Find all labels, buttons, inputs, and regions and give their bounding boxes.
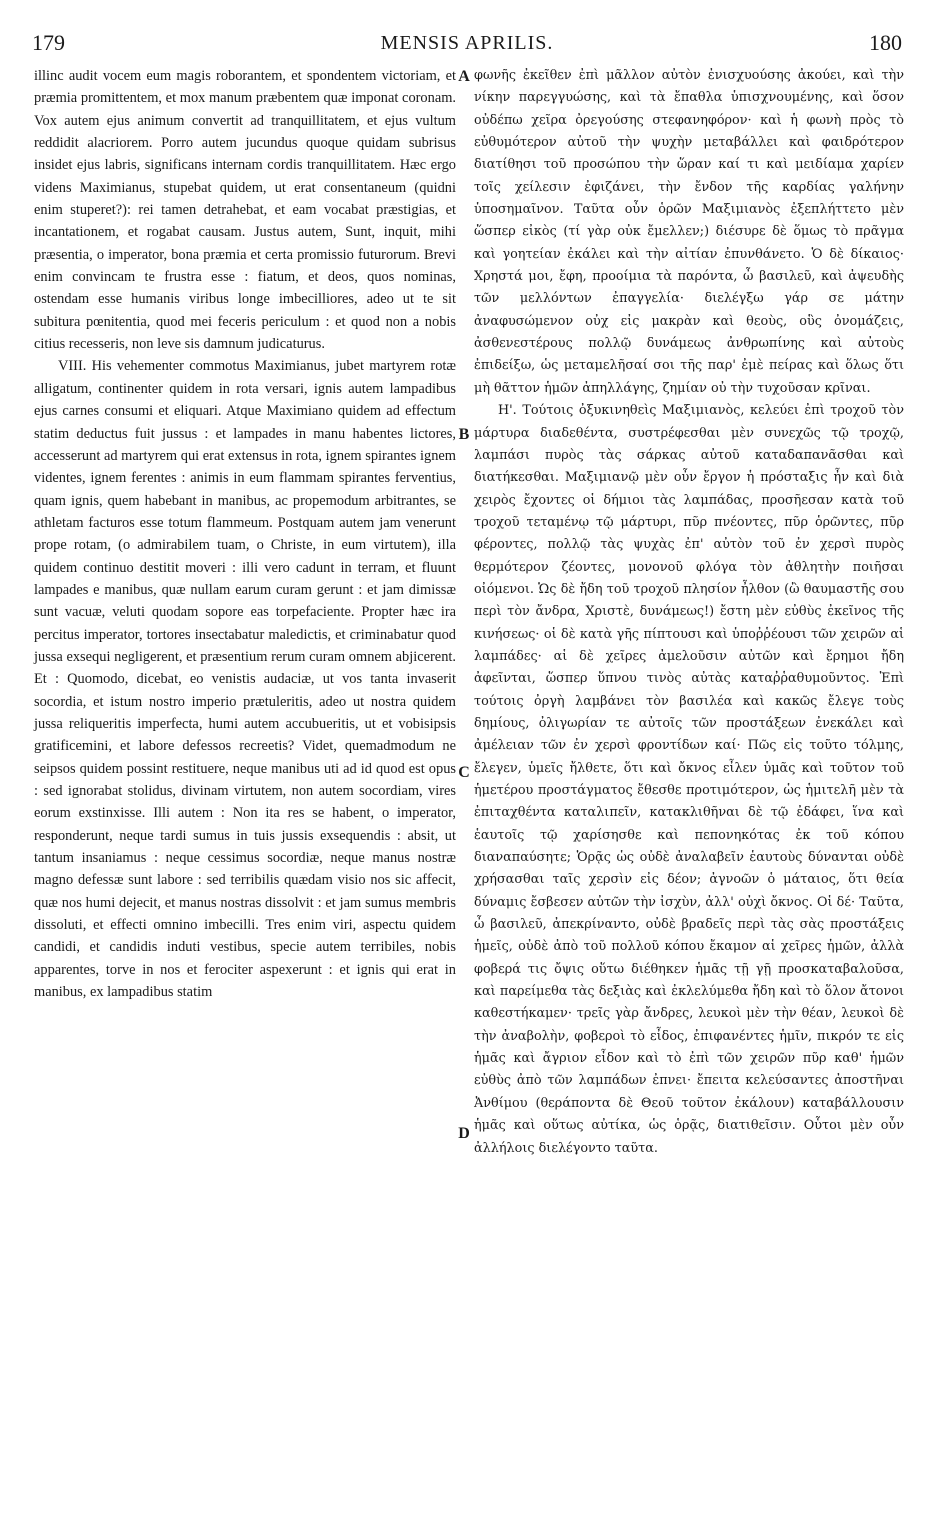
latin-column (34, 65, 456, 1003)
section-marker-c: C (458, 764, 470, 781)
latin-paragraph: VIII. His vehementer commotus Maximianus, jubet martyrem rotæ alligatum, continenter quidem in rota versari, ignis autem lampadibus ejus carnes consumi et eliquari. Atque Maximiano quidem ad effectum statim deductus fuit jussus : et lampades in manu habentes lictores, accesserunt ad martyrem qui erat extensus in rota, ignem spirantes ignem videntes, ignem ferentes : animis in eum flammam spirantes ferventius, quam ignis, quem habebant in manibus, ac propemodum arbitrantes, se athletam facturos esse totum flammeum. Postquam autem jam venerunt prope rotam, (o admirabilem tuam, o Christe, in eum virtutem), illa quidem continuo destitit moveri : illi vero cadunt in terram, et fluunt lampades e manibus, quæ nullam earum curam gerunt : et jam dimissæ sunt vacuæ, veluti quodam sopore eas torpefaciente. Propter hæc ira percitus imperator, tortores insectabatur maledictis, et criminabatur quod jussa exsequi negligerent, et præsentium rerum curam omnem abjicerent. Et : Quomodo, dicebat, eo venistis audaciæ, ut vos tanta invaserit socordia, et istum nostro imperio prætuleritis, adeo ut nostra quidem jussa reliqueritis imperfecta, humi autem accubueritis, ut et vobisipsis gratificemini, et labore defessos recreetis? Videt, quemadmodum ne seipsos quidem possint restituere, neque manibus uti ad id quod est opus : sed ignorabat stolidus, divinam virtutem, non autem socordiam, vires eorum exstinxisse. Illi autem : Non ita res se habent, o imperator, responderunt, neque tardi sumus in tuis jussis exsequendis : absit, ut tantum insaniamus : neque cessimus socordiæ, neque manus nostræ magno defessæ sunt labore : sed terribilis quædam visio nos sic affecit, quæ nos humi dejecit, et manus nostras dissolvit : et jam sumus membris dissoluti, et effecti omnino imbecilli. Tres enim viri, aspectu quidem candidi, et candidis induti vestibus, specie autem terribiles, nobis apparentes, torve in nos et ferociter aspexerunt : et ignis qui erat in manibus, ex lampadibus statim (34, 358, 456, 1001)
greek-paragraph: φωνῆς ἐκεῖθεν ἐπὶ μᾶλλον αὐτὸν ἐνισχυούσης ἀκούει, καὶ τὴν νίκην παρεγγυώσης, καὶ τὰ ἔπαθλα ὑπισχνουμένης, καὶ ὅσον οὐδέπω χεῖρα ὀρεγούσης στεφανηφόρον· καὶ ἡ φωνὴ πρὸς τὸ εὐθυμότερον αὐτοῦ τὴν ψυχὴν μεταβάλλει καὶ φαιδρότερον διατίθησι τοῦ προσώπου τὴν ὥραν καί τι καὶ μειδίαμα χαρίεν τοῖς χείλεσιν ἐφιζάνει, τὴν ἔνδον τῆς καρδίας γαλήνην ὑποσημαῖνον. Ταῦτα οὖν ὁρῶν Μαξιμιανὸς ἐξεπλήττετο μὲν ὥσπερ εἰκὸς (τί γὰρ οὐκ ἔμελλεν;) διέσυρε δὲ ὅμως τὸ πρᾶγμα καὶ γοητείαν ἐκάλει καὶ τὴν αἰτίαν ἐπυνθάνετο. Ὁ δὲ δίκαιος· Χρηστά μοι, ἔφη, προοίμια τὰ παρόντα, ὦ βασιλεῦ, καὶ ἀψευδὴς τῶν μελλόντων ἐπαγγελία· διελέγξω γάρ σε μάτην ἀναφυσώμενον οὐχ εἰς μακρὰν καὶ θεοὺς, οὓς ὀνομάζεις, ἀσθενεστέρους πολλῷ δυνάμεως ἀνθρωπίνης καὶ αὐτοὺς ἐπιδείξω, ὡς μεταμελῆσαί σοι τῆς παρ' ἐμὲ πείρας καὶ ὅλως ὅτι μὴ θᾶττον ἡμῶν ἀπηλλάγης, ζημίαν οὐ τὴν τυχοῦσαν κρῖναι. (474, 68, 904, 396)
section-marker-d: D (458, 1125, 470, 1142)
running-header (32, 30, 902, 64)
greek-column (474, 65, 904, 1160)
section-marker-a: A (458, 68, 470, 85)
page-number-left: 179 (32, 30, 65, 55)
greek-paragraph: Η'. Τούτοις ὀξυκινηθεὶς Μαξιμιανὸς, κελεύει ἐπὶ τροχοῦ τὸν μάρτυρα διαδεθέντα, συστρέφεσθαι μὲν συνεχῶς τῷ τροχῷ, λαμπάσι πυρὸς τὰς σάρκας αὐτοῦ καταδαπανᾶσθαι καὶ διατήκεσθαι. Μαξιμιανῷ μὲν οὖν ἔργον ἡ πρόσταξις ἦν καὶ διὰ χειρὸς ἔχοντες οἱ δήμιοι τὰς λαμπάδας, προσῆεσαν κατὰ τοῦ τροχοῦ τεταμένῳ τῷ μάρτυρι, πῦρ πνέοντες, πῦρ ὁρῶντες, πῦρ φέροντες, πολλῷ τὰς ψυχὰς ἐπ' αὐτὸν τοῦ ἐν χερσὶ πυρὸς θερμότερον ζέοντες, μονονοῦ φλόγα τὸν ἀθλητὴν ποιῆσαι οἰόμενοι. Ὡς δὲ ἤδη τοῦ τροχοῦ πλησίον ἦλθον (ὢ θαυμαστῆς σου περὶ τὸν ἄνδρα, Χριστὲ, δυνάμεως!) ἔστη μὲν εὐθὺς ἐκεῖνος τῆς κινήσεως· οἱ δὲ κατὰ γῆς πίπτουσι καὶ ὑποῤῥέουσι τῶν χειρῶν αἱ λαμπάδες· αἱ δὲ χεῖρες ἀμελοῦσιν αὐτῶν καὶ ἔρημοι ἤδη ἀφεῖνται, ὥσπερ ὕπνου τινὸς αὐτὰς καταῤῥαθυμοῦντος. Ἐπὶ τούτοις ὀργὴ λαμβάνει τὸν βασιλέα καὶ κακῶς ἔλεγε τοὺς δημίους, ὀλιγωρίαν τε αὐτοῖς τῶν προστάξεων ἐνεκάλει καὶ ἀμέλειαν τῶν ἐν χερσὶ φροντίδων καί· Πῶς εἰς τοῦτο τόλμης, ἔλεγεν, ὑμεῖς ἤλθετε, ὅτι καὶ ὄκνος εἶλεν ὑμᾶς καὶ τοῦτον τοῦ ἡμετέρου προστάγματος ἔθεσθε προτιμότερον, ὡς ἡμιτελῆ μὲν τὰ ἐπιταχθέντα καταλιπεῖν, κατακλιθῆναι δὲ τῷ ἐδάφει, ἵνα καὶ ἑαυτοῖς τῷ χαρίσησθε καὶ πεπονηκότας ἐκ τοῦ κόπου διαναπαύσητε; Ὁρᾷς ὡς οὐδὲ ἀναλαβεῖν ἑαυτοὺς δύνανται οὐδὲ χρήσασθαι ταῖς χερσὶν εἰς δέον; ἀγνοῶν ὁ μάταιος, ὅτι θεία δύναμις ἔσβεσεν αὐτῶν τὴν ἰσχὺν, ἀλλ' οὐχὶ ὄκνος. Οἱ δέ· Ταῦτα, ὦ βασιλεῦ, ἀπεκρίναντο, οὐδὲ βραδεῖς περὶ τὰς σὰς προστάξεις ἡμεῖς, οὐδὲ ἀπὸ τοῦ πολλοῦ κόπου ἔκαμον αἱ χεῖρες ἡμῶν, ἀλλὰ φοβερά τις ὄψις οὕτω διέθηκεν ἡμᾶς τῇ γῇ προσκαταβαλοῦσα, καὶ παρείμεθα τὰς δεξιὰς καὶ ἐκλελύμεθα ἤδη καὶ τὸ ὅλον ἄτονοι καθεστήκαμεν· τρεῖς γὰρ ἄνδρες, λευκοὶ μὲν τὴν θέαν, λευκοὶ δὲ τὴν ἀναβολὴν, φοβεροὶ τὸ εἶδος, ἐπιφανέντες ἡμῖν, πικρόν τε εἰς ἡμᾶς καὶ ἄγριον εἶδον καὶ τὸ ἐπὶ τῶν χειρῶν πῦρ καθ' ἡμῶν εὐθὺς ἀπὸ τῶν λαμπάδων ἐπνει· ἔπειτα κελεύσαντες ἀποστῆναι Ἀνθίμου (θεράποντα δὲ Θεοῦ τοῦτον ἐκάλουν) καταβάλλουσιν ἡμᾶς καὶ οὕτως αὐτίκα, ὡς ὁρᾷς, διατιθεῖσιν. Οὗτοι μὲν οὖν ἀλλήλοις διελέγοντο ταῦτα. (474, 403, 904, 1156)
latin-paragraph: illinc audit vocem eum magis roborantem, et spondentem victoriam, et præmia promittentem, et mox manum præbentem quæ imponat coronam. Vox autem ejus animum convertit ad tranquillitatem, et ejus vultum reddidit alacriorem. Porro autem jucundus quoque quidam subrisus insidet ejus labris, significans internam cordis tranquillitatem. Hæc ergo videns Maximianus, stupebat quidem, ut erat consentaneum (quidni enim stuperet?): rei tamen detrahebat, et eam vocabat præstigias, et incantationem, et rogabat causam. Justus autem, Sunt, inquit, mihi præsentia, o imperator, bona præmia et certa promissio futurorum. Brevi enim convincam te frustra esse : fiatum, et deos, quos nominas, ostendam esse humanis viribus longe imbecilliores, adeo ut te sit subitura pœnitentia, quod mei feceris periculum : et quod non a nobis citius recesseris, non leve sis damnum judicaturus. (34, 68, 456, 353)
running-title: MENSIS APRILIS. (380, 32, 554, 54)
page-number-right: 180 (869, 30, 902, 55)
section-marker-b: B (458, 426, 470, 443)
